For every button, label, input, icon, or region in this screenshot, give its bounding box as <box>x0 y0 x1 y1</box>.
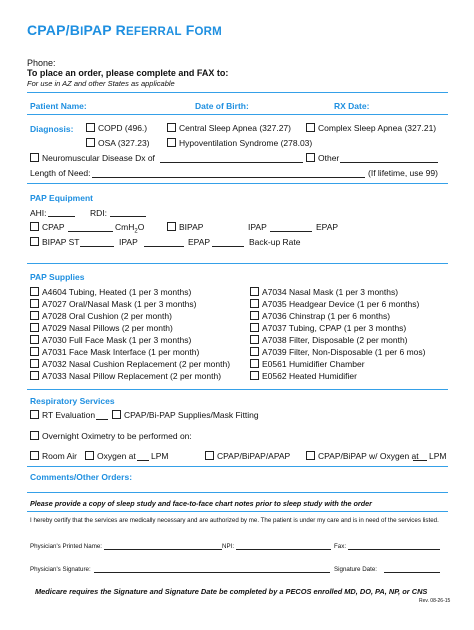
supply-item[interactable]: A7035 Headgear Device (1 per 6 months) <box>250 299 419 309</box>
rdi-field[interactable] <box>110 216 146 217</box>
epap2-label: EPAP <box>188 237 211 247</box>
rx-date-label: RX Date: <box>334 101 370 111</box>
checkbox[interactable] <box>250 347 259 356</box>
oxygen-lpm-unit: LPM <box>151 451 169 461</box>
sleep-study-note: Please provide a copy of sleep study and face-to-face chart notes prior to sleep study with the order <box>30 499 372 508</box>
supply-item[interactable]: A4604 Tubing, Heated (1 per 3 months) <box>30 287 191 297</box>
bipap-st-option[interactable]: BIPAP ST <box>30 237 79 247</box>
checkbox[interactable] <box>250 299 259 308</box>
checkbox[interactable] <box>30 153 39 162</box>
cpap-bipap-apap-option[interactable]: CPAP/BiPAP/APAP <box>205 451 290 461</box>
supply-item[interactable]: A7038 Filter, Disposable (2 per month) <box>250 335 408 345</box>
checkbox[interactable] <box>112 410 121 419</box>
bipap-oxygen-lpm-field[interactable] <box>413 460 427 461</box>
diag-osa-option[interactable]: OSA (327.23) <box>86 138 150 148</box>
lifetime-note: (If lifetime, use 99) <box>368 168 438 178</box>
rt-eval-field[interactable] <box>96 419 108 420</box>
fax-field[interactable] <box>348 549 440 550</box>
checkbox[interactable] <box>30 335 39 344</box>
checkbox[interactable] <box>85 451 94 460</box>
bipap-oxygen-lpm-unit: LPM <box>429 451 447 461</box>
pap-supplies-heading: PAP Supplies <box>30 272 85 282</box>
epap-label: EPAP <box>316 222 339 232</box>
supply-item[interactable]: A7029 Nasal Pillows (2 per month) <box>30 323 173 333</box>
printed-name-label: Physician's Printed Name: <box>30 543 103 550</box>
divider <box>27 492 448 493</box>
medicare-notice: Medicare requires the Signature and Signature Date be completed by a PECOS enrolled MD, DO, PA, NP, or CNS <box>35 587 428 596</box>
checkbox[interactable] <box>167 123 176 132</box>
ipap2-field[interactable] <box>144 246 184 247</box>
diag-central-option[interactable]: Central Sleep Apnea (327.27) <box>167 123 291 133</box>
supply-item[interactable]: A7036 Chinstrap (1 per 6 months) <box>250 311 390 321</box>
diag-other-option[interactable]: Other <box>306 153 339 163</box>
diagnosis-label: Diagnosis: <box>30 124 74 134</box>
scope-note: For use in AZ and other States as applicable <box>27 79 175 88</box>
bipap-oxygen-option[interactable]: CPAP/BiPAP w/ Oxygen at <box>306 451 419 461</box>
checkbox[interactable] <box>30 371 39 380</box>
cmh2o-unit: CmH$_2$O <box>115 222 145 235</box>
phone-label: Phone: <box>27 58 56 68</box>
divider <box>27 511 448 512</box>
checkbox[interactable] <box>86 123 95 132</box>
checkbox[interactable] <box>205 451 214 460</box>
oximetry-option[interactable]: Overnight Oximetry to be performed on: <box>30 431 192 441</box>
length-of-need-field[interactable] <box>92 177 365 178</box>
ipap2-label: IPAP <box>119 237 138 247</box>
checkbox[interactable] <box>30 311 39 320</box>
ahi-field[interactable] <box>48 216 75 217</box>
checkbox[interactable] <box>250 287 259 296</box>
checkbox[interactable] <box>30 410 39 419</box>
checkbox[interactable] <box>30 299 39 308</box>
checkbox[interactable] <box>250 335 259 344</box>
checkbox[interactable] <box>250 323 259 332</box>
npi-field[interactable] <box>236 549 331 550</box>
ipap-label: IPAP <box>248 222 267 232</box>
oxygen-option[interactable]: Oxygen at <box>85 451 136 461</box>
checkbox[interactable] <box>250 359 259 368</box>
supply-item[interactable]: A7037 Tubing, CPAP (1 per 3 months) <box>250 323 406 333</box>
checkbox[interactable] <box>306 123 315 132</box>
diag-copd-option[interactable]: COPD (496.) <box>86 123 147 133</box>
checkbox[interactable] <box>167 222 176 231</box>
supply-item[interactable]: A7032 Nasal Cushion Replacement (2 per month) <box>30 359 230 369</box>
oxygen-lpm-field[interactable] <box>137 460 149 461</box>
supply-item[interactable]: A7027 Oral/Nasal Mask (1 per 3 months) <box>30 299 196 309</box>
certification-text: I hereby certify that the services are medically necessary and are authorized by me. The patient is under my care and is in need of the services listed. <box>30 517 439 524</box>
revision-label: Rev. 08-26-15 <box>419 598 451 604</box>
checkbox[interactable] <box>30 347 39 356</box>
checkbox[interactable] <box>30 451 39 460</box>
cpap-pressure-field[interactable] <box>68 231 113 232</box>
checkbox[interactable] <box>30 222 39 231</box>
checkbox[interactable] <box>250 371 259 380</box>
neuro-dx-field[interactable] <box>160 162 303 163</box>
room-air-option[interactable]: Room Air <box>30 451 77 461</box>
rt-evaluation-option[interactable]: RT Evaluation <box>30 410 95 420</box>
other-dx-field[interactable] <box>340 162 438 163</box>
form-title: CPAP/BIPAP REFERRAL FORM <box>27 22 222 38</box>
diag-hypovent-option[interactable]: Hypoventilation Syndrome (278.03) <box>167 138 312 148</box>
divider <box>27 92 448 93</box>
checkbox[interactable] <box>250 311 259 320</box>
bipap-option[interactable]: BIPAP <box>167 222 203 232</box>
supply-item[interactable]: A7031 Face Mask Interface (1 per month) <box>30 347 199 357</box>
pap-equipment-heading: PAP Equipment <box>30 193 93 203</box>
dob-label: Date of Birth: <box>195 101 249 111</box>
signature-label: Physician's Signature: <box>30 566 91 573</box>
supply-item[interactable]: E0561 Humidifier Chamber <box>250 359 365 369</box>
fax-label: Fax: <box>334 543 347 550</box>
mask-fitting-option[interactable]: CPAP/Bi-PAP Supplies/Mask Fitting <box>112 410 259 420</box>
divider <box>27 183 448 184</box>
supply-item[interactable]: A7028 Oral Cushion (2 per month) <box>30 311 172 321</box>
signature-date-label: Signature Date: <box>334 566 377 573</box>
ipap-field[interactable] <box>270 231 312 232</box>
divider <box>27 389 448 390</box>
backup-rate-label: Back-up Rate <box>249 237 301 247</box>
checkbox[interactable] <box>86 138 95 147</box>
checkbox[interactable] <box>30 237 39 246</box>
bipap-st-field[interactable] <box>80 246 114 247</box>
checkbox[interactable] <box>30 359 39 368</box>
supply-item[interactable]: A7039 Filter, Non-Disposable (1 per 6 mos) <box>250 347 425 357</box>
respiratory-heading: Respiratory Services <box>30 396 115 406</box>
rdi-label: RDI: <box>90 208 107 218</box>
checkbox[interactable] <box>306 153 315 162</box>
checkbox[interactable] <box>30 287 39 296</box>
checkbox[interactable] <box>167 138 176 147</box>
cpap-option[interactable]: CPAP <box>30 222 65 232</box>
length-of-need-label: Length of Need: <box>30 168 91 178</box>
checkbox[interactable] <box>30 323 39 332</box>
fax-instruction: To place an order, please complete and FAX to: <box>27 68 229 78</box>
divider <box>27 114 448 115</box>
signature-field[interactable] <box>94 572 330 573</box>
checkbox[interactable] <box>306 451 315 460</box>
supply-item[interactable]: A7033 Nasal Pillow Replacement (2 per month) <box>30 371 221 381</box>
signature-date-field[interactable] <box>384 572 440 573</box>
diag-complex-option[interactable]: Complex Sleep Apnea (327.21) <box>306 123 436 133</box>
supply-item[interactable]: A7034 Nasal Mask (1 per 3 months) <box>250 287 398 297</box>
supply-item[interactable]: A7030 Full Face Mask (1 per 3 months) <box>30 335 191 345</box>
checkbox[interactable] <box>30 431 39 440</box>
npi-label: NPI: <box>222 543 235 550</box>
ahi-label: AHI: <box>30 208 47 218</box>
patient-name-label: Patient Name: <box>30 101 87 111</box>
printed-name-field[interactable] <box>104 549 222 550</box>
divider <box>27 466 448 467</box>
divider <box>27 263 448 264</box>
comments-heading: Comments/Other Orders: <box>30 472 133 482</box>
supply-item[interactable]: E0562 Heated Humidifier <box>250 371 357 381</box>
diag-neuro-option[interactable]: Neuromuscular Disease Dx of <box>30 153 155 163</box>
epap2-field[interactable] <box>212 246 244 247</box>
